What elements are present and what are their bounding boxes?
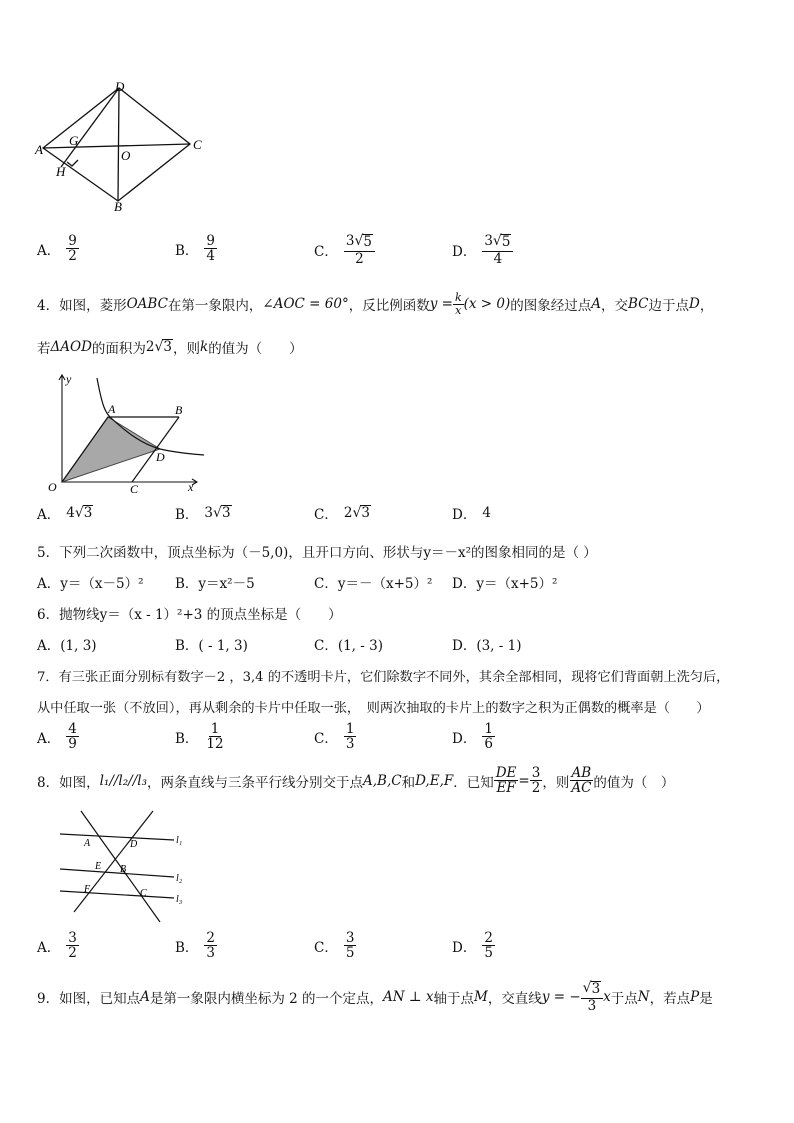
label-A: A bbox=[35, 142, 43, 157]
fig8-label-C: C bbox=[140, 888, 147, 899]
fig8-label-l3: l₃ bbox=[176, 894, 183, 905]
q7-stem-line2: 从中任取一张（不放回），再从剩余的卡片中任取一张， 则两次抽取的卡片上的数字之积为正偶数的概率是（ ） bbox=[37, 701, 710, 716]
figure-rhombus-hyperbola bbox=[42, 370, 212, 495]
label-B: B bbox=[114, 199, 122, 214]
q4-option-c[interactable]: C． 2 √ 3 bbox=[314, 504, 370, 523]
q7-option-d[interactable]: D． $\frac{1}{6}$ bbox=[452, 721, 493, 753]
q7-option-c[interactable]: C． $\frac{1}{3}$ bbox=[314, 721, 355, 753]
fig4-label-D: D bbox=[156, 450, 165, 464]
fig8-label-B: B bbox=[120, 864, 127, 875]
fig8-label-l1: l₁ bbox=[176, 835, 183, 846]
fig8-label-A: A bbox=[84, 838, 91, 849]
figure-parallel-lines bbox=[54, 806, 194, 928]
q8-option-b[interactable]: B． $\frac{2}{3}$ bbox=[175, 930, 216, 962]
label-D: D bbox=[115, 79, 125, 94]
q6-option-a[interactable]: A．(1, 3) bbox=[37, 638, 97, 654]
fig4-label-A: A bbox=[108, 402, 116, 416]
q6-option-c[interactable]: C．(1, - 3) bbox=[314, 638, 383, 654]
q3-option-d[interactable]: D． 3 √ 5 4 bbox=[452, 234, 513, 266]
label-C: C bbox=[193, 137, 202, 152]
fig4-label-x: x bbox=[188, 480, 194, 494]
q7-option-b[interactable]: B． $\frac{1}{12}$ bbox=[175, 721, 224, 753]
q3-option-a[interactable]: A． $\frac{9}{2}$ bbox=[37, 233, 77, 265]
shaded-triangle-aod bbox=[62, 417, 160, 482]
q9-stem: 9．如图，已知点 A 是第一象限内横坐标为 2 的一个定点， AN ⊥ x 轴于点 M ，交直线 y = − √ 3 3 x 于点 N ，若点 P 是 bbox=[37, 980, 713, 1014]
q3-option-b[interactable]: B． $\frac{9}{4}$ bbox=[175, 233, 216, 265]
q4-stem-line2: 若 ΔAOD 的面积为 2 √ 3 ，则 k 的值为（ ） bbox=[37, 338, 303, 357]
fig4-label-y: y bbox=[66, 372, 72, 386]
fig4-label-B: B bbox=[175, 403, 183, 417]
figure-rhombus bbox=[34, 78, 214, 218]
q8-option-d[interactable]: D． $\frac{2}{5}$ bbox=[452, 930, 493, 962]
q8-option-c[interactable]: C． $\frac{3}{5}$ bbox=[314, 930, 355, 962]
q4-option-d[interactable]: D． 4 bbox=[452, 505, 491, 523]
q5-option-c[interactable]: C．y＝－（x+5）² bbox=[314, 576, 433, 592]
q8-option-a[interactable]: A． $\frac{3}{2}$ bbox=[37, 930, 77, 962]
q8-stem: 8．如图， l₁//l₂//l₃ ，两条直线与三条平行线分别交于点 A,B,C 和 D,E,F ．已知 $\frac{DE}{EF}$ = $\frac{3}{2}$ ，则 $\frac{AB}{AC}$ 的值为（ ） bbox=[37, 765, 675, 797]
q6-option-d[interactable]: D．(3, - 1) bbox=[452, 638, 522, 654]
q7-stem-line1: 7．有三张正面分别标有数字－2 ，3,4 的不透明卡片，它们除数字不同外，其余全部相同，现将它们背面朝上洗匀后， bbox=[37, 670, 730, 685]
q4-option-a[interactable]: A． 4 √ 3 bbox=[37, 504, 93, 523]
fig4-label-C: C bbox=[130, 482, 139, 495]
fig8-label-D: D bbox=[130, 839, 138, 850]
q6-stem: 6．抛物线y＝（x - 1）²+3 的顶点坐标是（ ） bbox=[37, 607, 342, 623]
fig4-label-O: O bbox=[48, 480, 57, 494]
q3-option-c[interactable]: C． 3 √ 5 2 bbox=[314, 234, 375, 266]
q6-option-b[interactable]: B．( - 1, 3) bbox=[175, 638, 248, 654]
label-H: H bbox=[56, 164, 66, 179]
fig8-label-E: E bbox=[95, 861, 102, 872]
q5-option-b[interactable]: B．y＝x²－5 bbox=[175, 576, 255, 592]
label-O: O bbox=[121, 148, 131, 163]
fig8-label-F: F bbox=[84, 884, 91, 895]
q4-option-b[interactable]: B． 3 √ 3 bbox=[175, 504, 231, 523]
fig8-label-l2: l₂ bbox=[176, 873, 183, 884]
q5-option-a[interactable]: A．y＝（x－5）² bbox=[37, 576, 144, 592]
q4-stem-line1: 4．如图，菱形 OABC 在第一象限内， ∠AOC = 60° ，反比例函数 y = $\frac{k}{x}$ (x > 0) 的图象经过点 A ，交 BC 边于点 D ， bbox=[37, 291, 714, 317]
q5-stem: 5．下列二次函数中，顶点坐标为（－5,0)，且开口方向、形状与y＝－x²的图象相同的是（ ） bbox=[37, 545, 597, 561]
q5-option-d[interactable]: D．y＝（x+5）² bbox=[452, 576, 558, 592]
label-G: G bbox=[69, 133, 79, 148]
q7-option-a[interactable]: A． $\frac{4}{9}$ bbox=[37, 721, 77, 753]
